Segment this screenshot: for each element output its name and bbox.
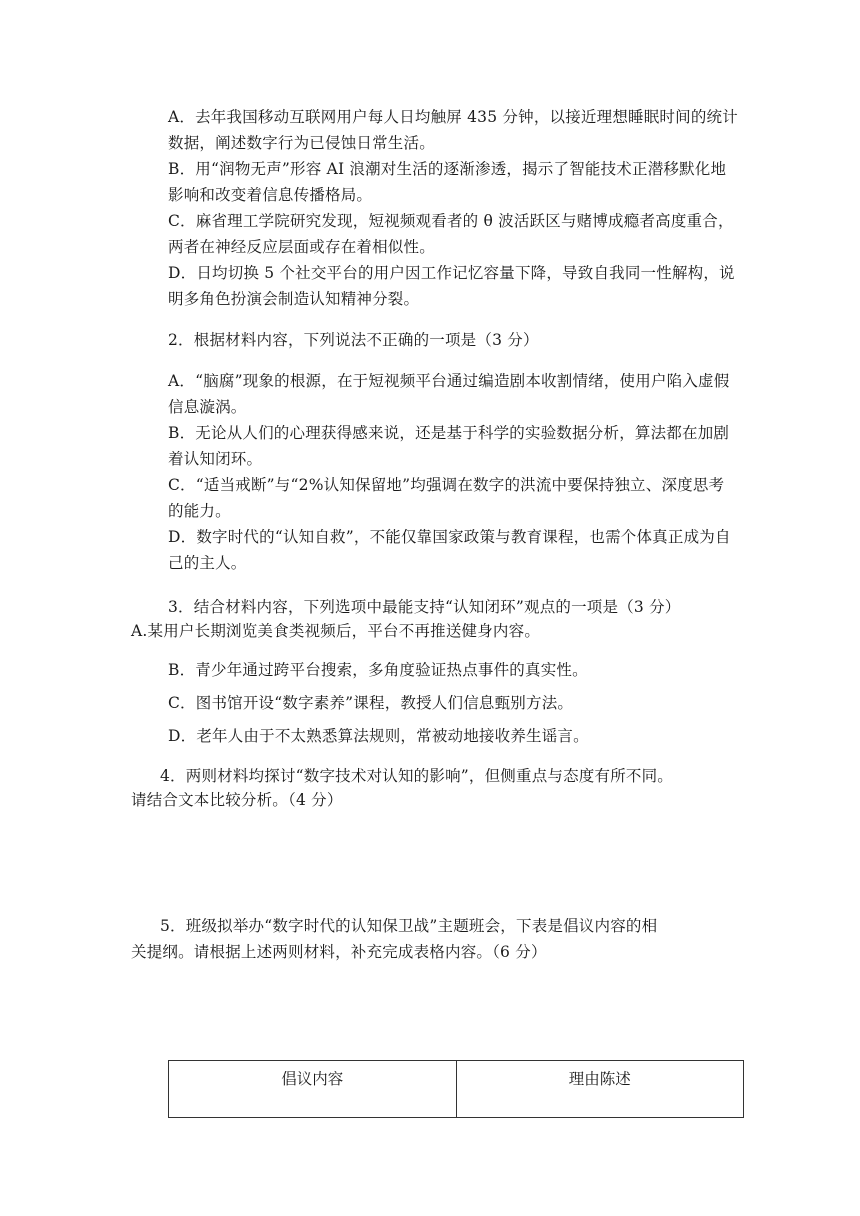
q1-option-d: D．日均切换 5 个社交平台的用户因工作记忆容量下降，导致自我同一性解构，说明多角色扮演会制造认知精神分裂。 [168,264,735,308]
q1-option-c: C．麻省理工学院研究发现，短视频观看者的 θ 波活跃区与赌博成瘾者高度重合，两者在神经反应层面或存在着相似性。 [168,212,734,256]
q3-stem: 3．结合材料内容，下列选项中最能支持“认知闭环”观点的一项是（3 分） [168,598,681,616]
proposal-table [168,1060,744,1118]
q4-stem-line1: 4．两则材料均探讨“数字技术对认知的影响”，但侧重点与态度有所不同。 [160,767,674,785]
q2-stem: 2．根据材料内容，下列说法不正确的一项是（3 分） [168,331,539,349]
q5-stem-line2: 关提纲。请根据上述两则材料，补充完成表格内容。（6 分） [131,943,547,961]
table-header-reason: 理由陈述 [456,1061,744,1117]
q1-option-b: B．用“润物无声”形容 AI 浪潮对生活的逐渐渗透，揭示了智能技术正潜移默化地影响和改变着信息传播格局。 [168,160,727,204]
q2-option-b: B．无论从人们的心理获得感来说，还是基于科学的实验数据分析，算法都在加剧着认知闭环。 [168,424,730,468]
q3-option-b: B．青少年通过跨平台搜索，多角度验证热点事件的真实性。 [168,661,588,679]
q2-option-c: C．“适当戒断”与“2%认知保留地”均强调在数字的洪流中要保持独立、深度思考的能力。 [168,476,725,520]
q3-option-a: A.某用户长期浏览美食类视频后，平台不再推送健身内容。 [131,622,541,640]
q1-option-a: A．去年我国移动互联网用户每人日均触屏 435 分钟，以接近理想睡眠时间的统计数据，阐述数字行为已侵蚀日常生活。 [168,108,738,152]
q5-stem-line1: 5．班级拟举办“数字时代的认知保卫战”主题班会，下表是倡议内容的相 [160,917,658,935]
q2-option-a: A．“脑腐”现象的根源，在于短视频平台通过编造剧本收割情绪，使用户陷入虚假信息漩涡。 [168,372,730,416]
q3-option-c: C．图书馆开设“数字素养”课程，教授人们信息甄别方法。 [168,694,574,712]
table-header-proposal: 倡议内容 [281,1070,344,1088]
q3-option-d: D．老年人由于不太熟悉算法规则，常被动地接收养生谣言。 [168,727,589,745]
q4-stem-line2: 请结合文本比较分析。（4 分） [131,791,343,809]
q2-option-d: D．数字时代的“认知自救”，不能仅靠国家政策与教育课程，也需个体真正成为自己的主人。 [168,528,731,572]
